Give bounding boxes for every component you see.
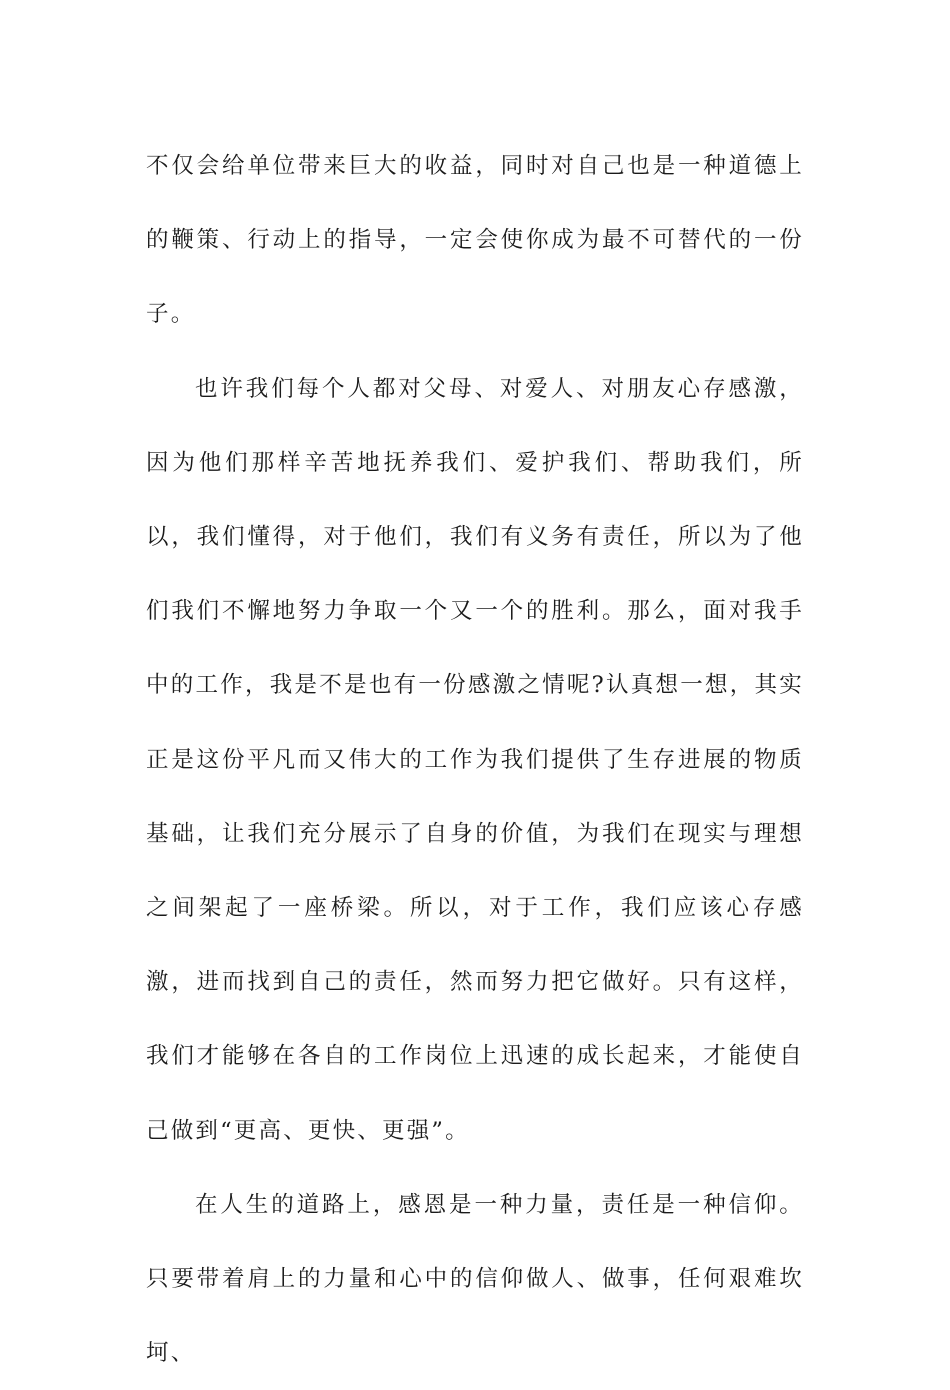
paragraph-gratitude-and-responsibility: 在人生的道路上，感恩是一种力量，责任是一种信仰。只要带着肩上的力量和心中的信仰做人、做事，任何艰难坎坷、 (146, 1191, 804, 1367)
document-body (146, 129, 804, 1390)
paragraph-gratitude-to-work: 也许我们每个人都对父母、对爱人、对朋友心存感激，因为他们那样辛苦地抚养我们、爱护我们、帮助我们，所以，我们懂得，对于他们，我们有义务有责任，所以为了他们我们不懈地努力争取一个又一个的胜利。那么，面对我手中的工作，我是不是也有一份感激之情呢?认真想一想，其实正是这份平凡而又伟大的工作为我们提供了生存进展的物质基础，让我们充分展示了自身的价值，为我们在现实与理想之间架起了一座桥梁。所以，对于工作，我们应该心存感激，进而找到自己的责任，然而努力把它做好。只有这样，我们才能够在各自的工作岗位上迅速的成长起来，才能使自己做到“更高、更快、更强”。 (146, 375, 804, 1144)
paragraph-continued: 不仅会给单位带来巨大的收益，同时对自己也是一种道德上的鞭策、行动上的指导，一定会使你成为最不可替代的一份子。 (146, 153, 804, 328)
